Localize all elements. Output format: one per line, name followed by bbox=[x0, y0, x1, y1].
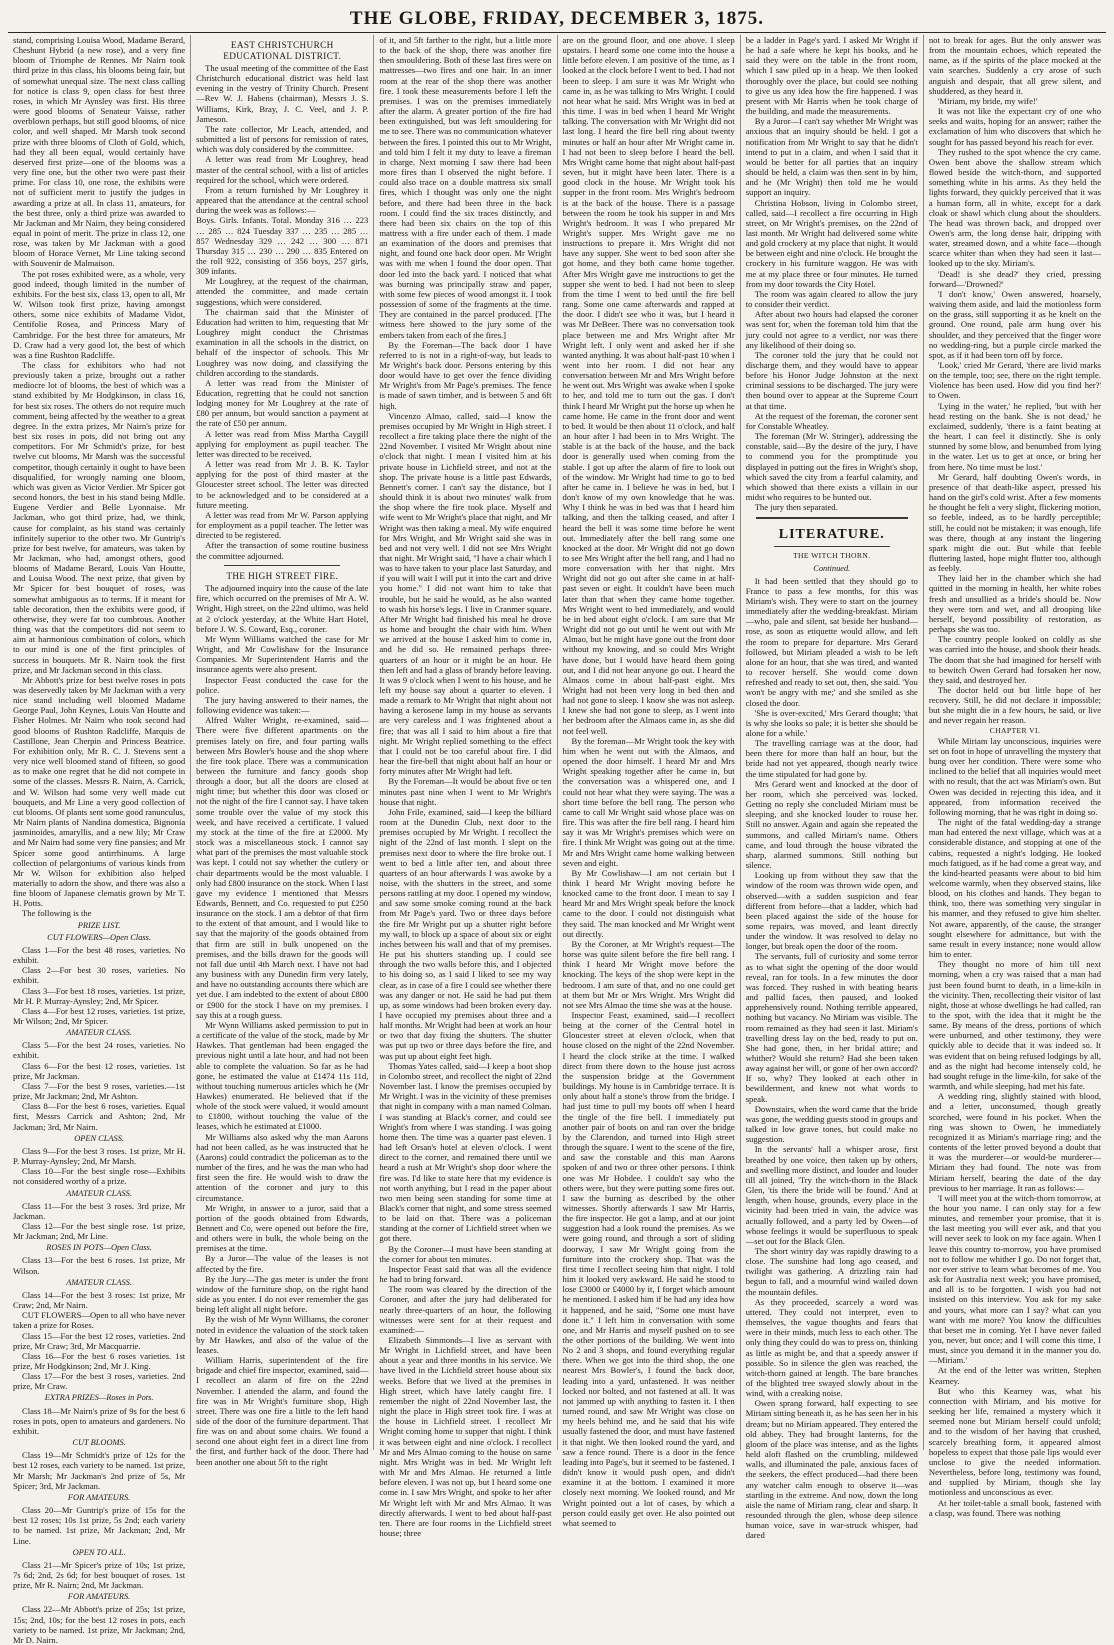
paragraph: Inspector Feast, examined, said—I recollect being at the corner of the Central hotel in Gloucester street at eleven o'clock, when that house closed on the night of the 22nd November. I heard the clock strike at the time. I walked direct from there down to the house just across the suspension bridge at the Government buildings. My house is in Cambridge terrace. It is only about half a stone's throw from the bridge. I had just time to pull my boots off when I heard the tingle of the fire bell. I immediately put another pair of boots on and ran over the bridge by the Clarendon, and turned into High street through the square. I went to the scene of the fire, and saw the constable and this man Aarons spoken of and two or three other persons. I think one was Mr Hobdee. I couldn't say who the others were, but they were putting some fires out. I saw the burning as described by the other witnesses. Shortly afterwards I saw Mr Harris, the fire inspector. He got a lamp, and at our joint suggestion had a look round the premises. As we were going round, and through a sort of sliding doorway, I saw Mr Wright going from the furniture into the crockery shop. That was the first time I recollect seeing him that night. I told him it looked very awkward. He said he stood to lose £3000 or £4000 by it, I forget which amount he mentioned. I asked him if he had any idea how it happened, and he said, "Some one must have done it." I left him in conversation with some one, and Mr Harris and myself pushed on to see the other portions of the building. We went into No 2 and 3 shops, and found everything regular there. When we got into the third shop, the one nearest Mrs Bowler's, I found the back door, leading into a yard, unfastened. It was neither locked nor bolted, and not fastened at all. It was not jammed up with anything to fasten it. I then turned round, and saw Mr Wright was close on my heels behind me, and he said that his wife usually fastened the door, and must have fastened it that night. We then looked round the yard, and saw a fence round. There is a door in the fence leading into Page's, but it seemed to be fastened. I didn't know it would push open, and didn't examine it at the bottom. I examined it more closely next morning. We looked round, and Mr Wright pointed out a lot of cases, by which a person could easily get over. He also pointed out what seemed to bbox=[562, 1010, 735, 1528]
subheading: AMATEUR CLASS. bbox=[66, 1188, 132, 1198]
paragraph: Looking up from without they saw that the window of the room was thrown wide open, and observed—with a sudden suspicion and fear different from before—that a ladder, which had been placed against the side of the house for some repairs, was moved, and leant directly under the window. It was resolved to delay no longer, but break open the door of the room. bbox=[745, 870, 918, 952]
subheading: ROSES IN POTS—Open Class. bbox=[46, 1243, 152, 1253]
paragraph: Class 9—For the best 3 roses. 1st prize, Mr H. P. Murray-Aynsley; 2nd, Mr Marsh. bbox=[13, 1145, 186, 1167]
paragraph: Class 13—For the best 6 roses. 1st prize, Mr Wilson. bbox=[13, 1255, 186, 1276]
paragraph: Class 22—Mr Abbott's prize of 25s; 1st prize, 15s; 2nd, 10s; for the best 12 roses in pots, each variety to be named. 1st prize, Mr Jackman; 2nd, Mr D. Nairn. bbox=[13, 1604, 186, 1645]
paragraph: The servants, full of curiosity and some terror as to what sight the opening of the door would reveal, ran for tools. In a few minutes the door was forced. They rushed in with beating hearts and pallid faces, then paused, and looked apprehensively round. Nothing terrible appeared, nothing but vacancy. No Miriam was visible. The room remained as they had seen it last. Miriam's travelling dress lay on the bed, ready to put on. She had gone, then, in her bridal attire; and whither? Would she return? Had she been taken away against her will, or gone of her own accord? If so, why? They looked at each other in bewilderment, and knew not what words to speak. bbox=[745, 951, 918, 1104]
paragraph: The short wintry day was rapidly drawing to a close. The sunshine had long ago ceased, and twilight was gathering. A drizzling rain had begun to fall, and a mournful wind wailed down the mountain defiles. bbox=[745, 1245, 918, 1297]
paragraph: By Mr Cowlishaw—I am not certain but I think I heard Mr Wright moving before he knocked came to the front door. I mean to say I heard Mr and Mrs Wright speak before the knock came to the door. I could not distinguish what they said. The man knocked and Mr Wright went out directly. bbox=[562, 867, 735, 939]
paragraph: The chairman said that the Minister of Education had written to him, requesting that Mr Loughrey might conduct the Christmas examination in all the schools in the district, on behalf of the inspector of schools. This Mr Loughrey was now doing, and classifying the children according to the standards. bbox=[196, 306, 369, 378]
text-column-2 bbox=[191, 35, 374, 1467]
column-container bbox=[8, 35, 1106, 1645]
text-column-5 bbox=[741, 35, 924, 1541]
paragraph: By the Coroner—I must have been standing at the corner for about ten minutes. bbox=[379, 1243, 552, 1264]
chapter-heading: THE WITCH THORN. bbox=[792, 551, 871, 561]
paragraph: The jury having answered to their names, the following evidence was taken:— bbox=[196, 694, 369, 716]
paragraph: They laid her in the chamber which she had quitted in the morning in health, her white robes fresh and unsullied as a bride's should be. Now they were torn and wet, and all drooping like herself, beyond possibility of restoration, as perhaps she was too. bbox=[928, 573, 1102, 635]
paragraph: By the Foreman—It would be about five or ten minutes past nine when I went to Mr Wright's house that night. bbox=[379, 776, 552, 807]
paragraph: The usual meeting of the committee of the East Christchurch educational district was held last evening in the vestry of Trinity Church. Present—Rev W. J. Habens (chairman), Messrs J. S. Williams, Kirk, Bray, J. C. Veel, and J. P. Jameson. bbox=[196, 63, 369, 124]
paragraph: The country people looked on coldly as she was carried into the house, and shook their heads. The doom that she had imagined for herself with to bewitch Owen Gerard had forsaken her now, they said, and destroyed her. bbox=[928, 634, 1102, 685]
paragraph: The travelling carriage was at the door, had been there for more than half an hour, but the bride had not yet appeared, though nearly twice the time stipulated for had gone by. bbox=[745, 738, 918, 779]
subheading: FOR AMATEURS. bbox=[67, 1492, 131, 1502]
text-column-1 bbox=[8, 35, 191, 1645]
paragraph: Class 18—Mr Nairn's prize of 9s for the best 6 roses in pots, open to amateurs and gardeners. No exhibit. bbox=[13, 1405, 186, 1436]
paragraph: Mr Wynn Williams asked permission to put in a certificate of the value of the stock, made by Mr Hawkes. That gentleman had been engaged the previous night until a late hour, and had not been able to complete the valuation. So far as he had gone, he estimated the value at £1474 11s 11d, without touching numerous articles which he (Mr Hawkes) enumerated. He believed that if the whole of the stock were valued, it would amount to £1800, without touching the value of the leases, which he estimated at £1000. bbox=[196, 1019, 369, 1132]
paragraph: But who this Kearney was, what his connection with Miriam, and his motive for seeking her life, remained a mystery which it seemed none but Miriam herself could unfold; and to the wisdom of her having that crushed, scarcely breathing form, it appeared almost hopeless to expect that those pale lips would ever unclose to give the needed information. Nevertheless, before long, testimony was found, and supplied by Miriam, though she lay motionless and unconscious as ever. bbox=[928, 1385, 1102, 1498]
paragraph: Class 7—For the best 9 roses, varieties.—1st prize, Mr Jackman; 2nd, Mr Ashton. bbox=[13, 1080, 186, 1102]
subheading: AMATEUR CLASS. bbox=[66, 1277, 132, 1287]
paragraph: William Harris, superintendent of the fire brigade and chief fire inspector, examined, said—I recollect an alarm of fire on the 22nd November. I attended the alarm, and found the fire was in Mr Wright's furniture shop, High street. There was one fire a little to the left hand side of the door of the furniture department. That fire was on and about some chairs. We found a second one about eight feet in a direct line from the first, and further back of the door. There had been another one about 5ft to the right bbox=[196, 1355, 369, 1467]
subheading: FOR AMATEURS. bbox=[67, 1592, 131, 1602]
paragraph: stand, comprising Louisa Wood, Madame Berard, Cheshunt Hybrid (a new rose), and a very fine bloom of Triomphe de Rennes. Mr Nairn took third prize in this class, his blooms being fair, but of somewhat unequal size. The next class calling for notice is class 9, open class for best three roses, in which Mr Aynsley was first. His three were good blooms of Senateur Vaisse, rather overblown perhaps, but still good blooms, of nice color, and well shaped. Mr Marsh took second prize with three blooms of Cloth of Gold, which, had they all been equal, would certainly have deserved first prize—one of the blooms was a very fine one, but the other two were past their prime. For class 10, one rose, the exhibits were not of sufficient merit to justify the judges in awarding a prize at all. In class 11, amateurs, for the best three, only a third prize was awarded to Mr Jackman and Mr Nairn, they being considered equal in point of merit. The prize in class 12, one rose, was taken by Mr Jackman with a good bloom of Horace Vernet, Mr Line taking second with Souvenir de Malmaison. bbox=[13, 35, 186, 269]
paragraph: The pot roses exhibited were, as a whole, very good indeed, though limited in the number of exhibits. For the best six, class 13, open to all, Mr W. Wilson took first prize, having amongst others, some nice exhibits of Madame Vidot, Centifolie Rosea, and Princess Mary of Cambridge. For the best three for amateurs, Mr D. Craw had a very good lot, the best of which was a fine Rushton Radcliffe. bbox=[13, 268, 186, 360]
paragraph: Elizabeth Simmonds—I live as servant with Mr Wright in Lichfield street, and have been about a year and three months in his service. We have lived in the Lichfield street house about six weeks. Before that we lived at the premises in High street, which have lately caught fire. I remember the night of 22nd November last, the night the place in High street took fire. I was at the house in Lichfield street. I recollect Mr Wright coming home to supper that night. I think it was between eight and nine o'clock. I recollect Mr and Mrs Almao coming to the house on same night. Mrs Wright was in bed. Mr Wright left with Mr and Mrs Almao. He returned a little before eleven. I was not up, but I heard some one come in. I saw Mrs Wright, and spoke to her after Mr Wright left with Mr and Mrs Almao. It was directly afterwards. I went to bed about half-past ten. There are four rooms in the Lichfield street house; three bbox=[379, 1335, 552, 1538]
article-heading: EAST CHRISTCHURCH EDUCATIONAL DISTRICT. bbox=[223, 40, 342, 61]
section-rule-double bbox=[756, 517, 908, 519]
paragraph: 'I will meet you at the witch-thorn tomorrow, at the hour you name. I can only stay for a few minutes, and remember your promise, that it is the last meeting you will ever ask, and that you will never seek to look on my face again. When I leave this country to-morrow, you have promised not to follow me whither I go. Do not forget that, nor ever strive to learn what becomes of me. You ask for Australia next week; you have promised, and all is to be forgotten. I wish you had not insisted on this interview. You ask for my sake and yours, what more can I say? what can you want with me more? You know the difficulties that beset me in coming. Yet I have never failed you, never, but once; and I will come this time, I must, since you demand it in the manner you do.—Miriam.' bbox=[928, 1192, 1102, 1366]
text-column-3 bbox=[374, 35, 557, 1538]
paragraph: The foreman (Mr W. Stringer), addressing the constable, said—By the desire of the jury, I have to commend you for the promptitude you displayed in putting out the fires in Wright's shop, which saved the city from a fearful calamity, and which showed that there exists a villain in our midst who requires to be hunted out. bbox=[745, 431, 918, 503]
paragraph: 'Dead! is she dead?' they cried, pressing forward—'Drowned?' bbox=[928, 268, 1102, 289]
paragraph: 'Miriam, my bride, my wife!' bbox=[937, 95, 1038, 106]
paragraph: The jury then separated. bbox=[754, 502, 838, 513]
text-column-6 bbox=[924, 35, 1106, 1518]
paragraph: It was not like the expectant cry of one who seeks and waits, hoping for an answer; rather the exclamation of him who discovers that which he sought for has passed beyond his reach for ever. bbox=[928, 106, 1102, 147]
paragraph: of it, and 5ft farther to the right, but a little more to the back of the shop, there was another fire then smouldering. Both of these last fires were on mattresses—two fires and one hair. In an inner room at the rear of the shop there was another fire. I took these measurements before I left the premises. I was on the premises immediately after the alarm. A greater portion of the fire had been extinguished, but was left smouldering for me to see. There was no communication whatever between the fires. I pointed this out to Mr Wright, and told him I felt it my duty to leave a fireman in charge. Next morning I saw there had been more fires than I observed the night before. I could also trace on a double mattress six small fires, which I thought was only one the night before, and there had been three in the back room. I could find the six traces distinctly, and there had been six chairs on the top of this mattress with a fire under each of them. I made an examination of the doors and premises that night, and found one back door open. Mr Wright was with me when I found the door open. That door led into the back yard. I noticed that what was burning was principally straw and paper, with some few pieces of wood amongst it. I took possession of some of the fragments at the time. They are contained in the parcel produced. [The witness here showed to the jury some of the embers taken from each of the fires.] bbox=[379, 35, 552, 340]
paragraph: Mrs Gerard went and knocked at the door of her room, which she perceived was locked. Getting no reply she concluded Miriam must be sleeping, and she knocked louder to rouse her. Still no answer. Again and again she repeated the summons, and called Miriam's name. Others came, and loud through the house vibrated the sharp, alarmed summons. Still nothing but silence. bbox=[745, 778, 918, 871]
paragraph: Mr Williams also asked why the man Aarons had not been called, as he was instructed that he (Aarons) could contradict the policeman as to the number of the fires, and he was the man who had first seen the fire. He would wish to draw the attention of the coroner and jury to this circumstance. bbox=[196, 1131, 369, 1203]
paragraph: Alfred Walter Wright, re-examined, said—There were five different apartments on the premises lately on fire, and four parting walls between Mrs Bowler's house and the shop where the fire took place. There was a communication between the furniture and fancy goods shop through a door, but all the doors are closed at night time; but whether this door was closed or not the night of the fire I cannot say. I have taken some trouble over the value of my stock this week, and have received a certificate. I valued my stock at the time of the fire at £2000. My stock was a miscellaneous stock. I cannot say what part of the premises the most valuable stock was kept. I could not say whether the cutlery or chair departments would be the most valuable. I only had £800 insurance on the stock. When I last gave my evidence I mentioned that Messrs Edwards, Bennett, and Co. requested to put £250 insurance on the stock. I am a debtor of that firm to the extent of that amount, and I would like to say that the majority of the goods obtained from that firm are still in bulk unopened on the premises, and the bills drawn for the goods will not fall due until 4th March next. I have not had any business with any Dunedin firm very lately, and have no outstanding accounts there which are yet due. I am indebted to the extent of about £800 or £900 for the stock I have on my premises. I say this at a rough guess. bbox=[196, 715, 369, 1020]
paragraph: After about two hours had elapsed the coroner was sent for, when the foreman told him that the jury could not agree to a verdict, nor was there any likelihood of their doing so. bbox=[745, 309, 918, 350]
paragraph: Class 21—Mr Spicer's prize of 10s; 1st prize, 7s 6d; 2nd, 2s 6d; for best bouquet of roses. 1st prize, Mr R. Nairn; 2nd, Mr Jackman. bbox=[13, 1559, 186, 1591]
paragraph: Class 16—For the best 6 roses varieties. 1st prize, Mr Hodgkinson; 2nd, Mr J. King. bbox=[13, 1350, 186, 1371]
subheading: AMATEUR CLASS. bbox=[66, 1028, 132, 1038]
paragraph: Class 8—For the best 6 roses, varieties. Equal first, Messrs Carrick and Ashton; 2nd, Mr Jackman; 3rd, Mr Nairn. bbox=[13, 1101, 186, 1132]
paragraph: In the servants' hall a whisper arose, first breathed by one voice, then taken up by others, and swelling more distinct, and louder and louder till all joined, 'Try the witch-thorn in the Black Glen, 'tis there the bride will be found.' And at length, when house, grounds, every place in the vicinity had been tried in vain, the advice was actually followed, and a party led by Owen—of whose feelings it would be superfluous to speak—set out for the Black Glen. bbox=[745, 1144, 918, 1246]
paragraph: The class for exhibitors who had not previously taken a prize, brought out a rather mediocre lot of blooms, the best of which was a stand exhibited by Mr Hodgkinson, in class 16, for best six roses. The others do not require much comment, being affected by the weather to a great degree. In the extra prizes, Mr Nairn's prize for best six roses in pots, did not bring out any competitors. For Mr Schmidt's prize, for best twelve cut blooms, Mr Marsh was the successful competitor, though certainly it ought to have been disqualified, for wrongly naming one bloom, which was given as Victor Verdier. Mr Spicer got second honors, the best in his stand being Mdlle. Eugene Verdier and Belle Lyonnaise. Mr Jackman, who got third prize, had, we think, cause for complaint, as his stand was certainly infinitely superior to the other two. Mr Guntrip's prize for best twelve, for amateurs, was taken by Mr Jackman, who had, amongst others, good blooms of Madame Berard, Louis Van Houtte, and Louisa Wood. The next prize, that given by Mr Spicer for best bouquet of roses, was somewhat ambiguous as to terms. If it meant for table decoration, then the exhibits were good, if otherwise, they were far too cumbrous. Another thing was that the competitors did not seem to aim at harmonious combination of colors, which to our mind is one of the first principles of success in bouquets. Mr R. Nairn took the first prize, and Mr Jackman second in this class. bbox=[13, 360, 186, 675]
paragraph: Downstairs, when the word came that the bride was gone, the wedding guests stood in groups and talked in low grave tones, but could make no suggestion. bbox=[745, 1103, 918, 1145]
paragraph: are on the ground floor, and one above. I sleep upstairs. I heard some one come into the house a little before eleven. I am positive of the time, as I looked at the clock before I went to bed. I had not been to sleep. I am sure it was Mr Wright who came in, as he was talking to Mrs Wright. I could not hear what he said. Mrs Wright was in bed at this time. I was in bed when I heard Mr Wright talking. The conversation with Mr Wright did not last long. I heard the fire bell ring about twenty minutes or half an hour after Mr Wright came in. I had not been to sleep before I heard the bell. Mrs Wright came home that night about half-past seven, but it might have been later. There is a good clock in the house. Mr Wright took his supper in the front room. Mrs Wright's bedroom is at the back of the house. There is a passage between the room he took his supper in and Mrs Wright's bedroom. It was I who prepared Mr Wright's supper. Mrs Wright gave me no instructions to prepare it. Mrs Wright did not have any supper. She went to bed soon after she got home, and they both came home together. After Mrs Wright gave me instructions to get the supper she went to bed. I had not been to sleep from the time I went to bed until the fire bell rang. Some one came afterwards and rapped at the door. I didn't see who it was, but I heard it was Mr DeBeer. There was no conversation took place between me and Mrs Wright after Mr Wright left. I only went and asked her if she wanted anything. It was about half-past 10 when I went into her room. I did not hear any conversation between Mr and Mrs Wright before he went out. Mrs Wright was awake when I spoke to her, and told me to turn out the gas. I don't think I heard Mr Wright put the horse up when he came home. He came in the front door and went to bed. It would be then about 11 o'clock, and half an hour after I had been in to Mrs Wright. The stable is at the back of the house, and the back door is generally used when coming from the stable. I got up after the alarm of fire to look out of the window. Mr Wright had time to go to bed after he came in. I believe he was in bed, but I don't know of my own knowledge that he was. Why I think he was in bed was that I heard him talking, and then the talking ceased, and after I heard the bell it was some time before he went out. Immediately after the bell rang some one knocked at the door. Mr Wright did not go down to see Mrs Wright after the bell rang, and I had no more conversation with her that night. Mrs Wright did not go out after she came in at half-past seven or eight. It couldn't have been much later than that when they came home together. Mrs Wright went to bed immediately, and would be in bed about eight o'clock. I am sure that Mr Wright did not go out until he went out with Mr Almao, but he might have gone out the front door without my knowing, and so could Mrs Wright have done, but I would have heard them going out, and I did not hear anyone go out. I heard the Almaos come in about half-past eight. Mrs Wright had not been very long in bed then and had not gone to sleep. I know she was not asleep. I knew she had not gone to sleep, as I went into her bedroom after the Almaos came in, as she did not feel well. bbox=[562, 35, 735, 736]
paragraph: The following is the bbox=[22, 908, 92, 919]
paragraph: The room was cleared by the direction of the Coroner, and after the jury had deliberated for nearly three-quarters of an hour, the following witnesses were sent for at their request and examined:— bbox=[379, 1284, 552, 1335]
paragraph: A letter was read from Mr Loughrey, head master of the central school, with a list of articles required for the school, which were ordered. bbox=[196, 154, 369, 185]
paragraph: By a Juror—I can't say whether Mr Wright was anxious that an inquiry should be held. I got a notification from Mr Wright to say that he didn't intend to put in a claim, and when I said that it would be better for all parties that an inquiry should be held, a claim was then sent in by him, and he (Mr Wright) then told me he would support an inquiry. bbox=[745, 116, 918, 198]
paragraph: Mr Gerard, half doubting Owen's words, in presence of that death-like aspect, pressed his hand on the girl's cold wrist. After a few moments he thought he felt a very slight, flickering motion, so feeble, indeed, as to be hardly perceptible; still, he could not be mistaken; it was enough, life was there, though at any instant the lingering spark might die out. But while that feeble fluttering lasted, hope might flutter too, although as feebly. bbox=[928, 471, 1102, 574]
paragraph: It had been settled that they should go to France to pass a few months, for this was Miriam's wish. They were to start on the journey immediately after the wedding-breakfast. Miriam—who, pale and silent, sat beside her husband—rose, as soon as etiquette would allow, and left the room to prepare for departure. Mrs Gerard followed, but Miriam pleaded a wish to be left alone for an hour, that she was tired, and wanted to recover herself. She would come down refreshed and ready to set out, then, she said. 'You won't be angry with me;' and she smiled as she closed the door. bbox=[745, 575, 918, 708]
page-masthead: THE GLOBE, FRIDAY, DECEMBER 3, 1875. bbox=[8, 6, 1106, 33]
paragraph: The rate collector, Mr Leach, attended, and submitted a list of persons for remission of rates, which was duly considered by the committee. bbox=[196, 123, 369, 155]
paragraph: By the Coroner, at Mr Wright's request—The horse was quite silent before the fire bell rang. I think I heard Mr Wright move before the knocking. The keys of the shop were kept in the bedroom. I am sure of that, and no one could get at them but Mr or Mrs Wright. Mrs Wright did not see Mrs Almao the time she was at the house. bbox=[562, 938, 735, 1010]
subheading: PRIZE LIST. bbox=[77, 920, 121, 930]
paragraph: Mr Abbott's prize for best twelve roses in pots was deservedly taken by Mr Jackman with a very nice stand including well bloomed Madame George Paul, John Keynes, Louis Van Houtte and Fisher Holmes. Mr Nairn who took second had good blooms of Rushton Radcliffe, Marquis de Castillone, Jean Cherpin and Princess Beatrice. For exhibition only, Mr R. C. J. Stevens sent a very nice well bloomed stand of fifteen, so good as to make one regret that he did not compete in some of the classes. Messrs R. Nairn, A. Carrick, and W. Wilson had some very well made cut bouquets, and Mr Line a very good collection of cut blooms. Of plants sent some good ranunculus, Mr Nairn plants of Nandina domestica, Bignonia jasminoides, amaryllis, and a new lily; Mr Craw and Mr Nairn had some very fine pansies; and Mr Spicer some good antirrhinums. A large collection of pelargoniums of various kinds from Mr W. Wilson for exhibition also helped materially to adorn the show, and there was also a fine bloom of Japanese clematis grown by Mr T. H. Potts. bbox=[13, 674, 186, 909]
paragraph: 'I don't know,' Owen answered, hoarsely, waiving them aside, and laid the motionless form on the grass, still supporting it as he knelt on the ground. One round, pale arm hung over his shoulder, and they perceived that the finger wore no wedding-ring, but a purple circle marked the spot, as if it had been torn off by force. bbox=[928, 288, 1102, 360]
paragraph: Class 19—Mr Schmidt's prize of 12s for the best 12 roses, each variety to be named. 1st prize, Mr Marsh; Mr Jackman's 2nd prize of 5s, Mr Spicer; 3rd, Mr Jackman. bbox=[13, 1450, 186, 1491]
paragraph: Class 6—For the best 12 roses, varieties. 1st prize, Mr Jackman. bbox=[13, 1060, 186, 1081]
paragraph: Christina Hobson, living in Colombo street, called, said—I recollect a fire occurring in High street, on Mr Wright's premises, on the 22nd of last month. Mr Wright had delivered some white and gold crockery at my place that night. It would be between eight and nine o'clock. He brought the crockery in his furniture waggon. He was with me at my place three or four minutes. He turned from my door towards the City Hotel. bbox=[745, 197, 918, 289]
paragraph: Mr Loughrey, at the request of the chairman, attended the committee, and made certain suggestions, which were considered. bbox=[196, 276, 369, 307]
section-heading: LITERATURE. bbox=[778, 527, 885, 543]
paragraph: Thomas Yates called, said—I keep a boot shop in Colombo street, and recollect the night of 22nd November last. I know the premises occupied by Mr Wright. I was in the vicinity of these premises that night in company with a man named Colman. I was standing at Black's corner, and could see Wright's from where I was standing. I was going home then. The time was a quarter past eleven. I had left Orsan's hotel at eleven o'clock. I went direct to the corner, and remained there until we heard a rush at Mr Wright's shop door where the fire was. I'd like to state here that my evidence is not worth anything, but I read in the paper about two men being seen standing for some time at Black's corner that night, and some stress seemed to be laid on that. There was a policeman standing at the corner of Lichfield street when we got there. bbox=[379, 1060, 552, 1244]
paragraph: By the Jury—The gas meter is under the front window of the furniture shop, on the right hand side as you enter. I do not ever remember the gas being left alight all night before. bbox=[196, 1273, 369, 1315]
paragraph: CUT FLOWERS—Open to all who have never taken a prize for Roses. bbox=[13, 1310, 186, 1331]
paragraph: Class 20—Mr Guntrip's prize of 15s for the best 12 roses; 10s 1st prize, 5s 2nd; each variety to be named. 1st prize, Mr Jackman; 2nd, Mr Line. bbox=[13, 1505, 186, 1546]
paragraph: Class 1—For the best 48 roses, varieties. No exhibit. bbox=[13, 944, 186, 966]
paragraph: Class 12—For the best single rose. 1st prize, Mr Jackman; 2nd, Mr Line. bbox=[13, 1220, 186, 1242]
paragraph: The adjourned inquiry into the cause of the late fire, which occurred on the premises of Mr A. W. Wright, High street, on the 22nd ultimo, was held at 2 o'clock yesterday, at the White Hart Hotel, before J. W. S. Coward, Esq., coroner. bbox=[196, 583, 369, 634]
subheading: CUT BLOOMS. bbox=[72, 1438, 126, 1448]
paragraph: A wedding ring, slightly stained with blood, and a letter, unconsumed, though greatly scorched, were found in his pocket. When the ring was shown to Owen, he immediately recognized it as Miriam's marriage ring; and the contents of the letter proved beyond a doubt that it was the murderer—or would-be murderer—Miriam they had found. The note was from Miriam herself, bearing the date of the day previous to her marriage. It ran as follows:— bbox=[928, 1091, 1102, 1193]
paragraph: At the end of the letter was written, Stephen Kearney. bbox=[928, 1365, 1102, 1386]
paragraph: Class 11—For the best 3 roses. 3rd prize, Mr Jackman. bbox=[13, 1200, 186, 1221]
paragraph: A letter was read from Mr J. B. K. Taylor applying for the post of third master at the Gloucester street school. The letter was directed to be acknowledged and to be considered at a future meeting. bbox=[196, 459, 369, 510]
paragraph: 'Look,' cried Mr Gerard, 'there are livid marks on the temple, too; see, there on the right temple. Violence has been used. How did you find her?' to Owen. bbox=[928, 360, 1102, 401]
paragraph: Class 10—For the best single rose—Exhibits not considered worthy of a prize. bbox=[13, 1166, 186, 1187]
section-rule bbox=[774, 546, 890, 547]
paragraph: At the request of the foreman, the coroner sent for Constable Wheatley. bbox=[745, 410, 918, 431]
paragraph: By the Foreman—The back door I have referred to is not in a right-of-way, but leads to Mr Wright's back door. Persons entering by this door would have to get over the fence dividing Mr Wright's from Mr Page's premises. The fence is made of sawn timber, and is between 5 and 6ft high. bbox=[379, 339, 552, 411]
paragraph: not to break for ages. But the only answer was from the mountain echoes, which repeated the name, as if the spirits of the place mocked at the vain searches. Suddenly a cry arose of such anguish and despair, that all grew silent, and shuddered, as they heard it. bbox=[928, 35, 1102, 96]
paragraph: Inspector Feast conducted the case for the police. bbox=[196, 674, 369, 695]
paragraph: The room was again cleared to allow the jury to consider their verdict. bbox=[745, 288, 918, 310]
paragraph: Class 17—For the best 3 roses, varieties. 2nd prize, Mr Craw. bbox=[13, 1371, 186, 1392]
paragraph: While Miriam lay unconscious, inquiries were set on foot in hope of unravelling the mystery that hung over her condition. There were some who inclined to the belief that all inquiries would meet with no result, that the act was Miriam's own. But Owen was decided in rejecting this idea, and it appeared, from information received the following morning, that he was right in doing so. bbox=[928, 735, 1102, 817]
paragraph: A letter was read from Miss Martha Caygill applying for employment as pupil teacher. The letter was directed to be received. bbox=[196, 428, 369, 459]
paragraph: Vincenzo Almao, called, said—I know the premises occupied by Mr Wright in High street. I recollect a fire taking place there the night of the 22nd November. I visited Mr Wright about nine o'clock that night. I mean I visited him at his private house in Lichfield street, and not at the shop. The private house is a little past Edwards, Bennett's corner. I can't say the distance, but I should think it is about two minutes' walk from the shop where the fire took place. Myself and wife went to Mr Wright's place that night, and Mr Wright was then taking a meal. My wife enquired for Mrs Wright, and Mr Wright said she was in bed and not very well. I did not see Mrs Wright that night. Mr Wright said, "I have a chair which I was to have taken to your place last Saturday, and if you will wait I will put it into the cart and drive you home." I did not want him to take that trouble, but he said he would, as he also wanted to wash his horse's legs. I live in Cranmer square. After Mr Wright had finished his meal he drove us home and brought the chair with him. When we arrived at the house I asked him to come in, and he did so. He remained perhaps three-quarters of an hour or it might be an hour. He then left and had a glass of brandy before leaving. It was 9 o'clock when I went to his house, and he left my house say about a quarter to eleven. I made a remark to Mr Wright that night about not having a kerosene lamp in my house as servants are very careless and I was frightened about a fire; that was all I said to him about a fire that night. Mr Wright replied something to the effect that I could not be too careful about fire. I did hear the fire-bell that night about half an hour or forty minutes after Mr Wright had left. bbox=[379, 410, 552, 777]
subheading: Continued. bbox=[813, 563, 851, 573]
paragraph: Class 15—For the best 12 roses, varieties. 2nd prize, Mr Craw; 3rd, Mr Macquarrie. bbox=[13, 1330, 186, 1351]
article-heading: THE HIGH STREET FIRE. bbox=[226, 570, 339, 581]
paragraph: The night of the fatal wedding-day a strange man had entered the next village, which was at a considerable distance, and stopping at one of the cabins, requested a night's lodging. He looked much fatigued, as if he had come a great way, and the kind-hearted peasants were about to bid him welcome warmly, when they observed stains, like blood, on his clothes and hands. They began to think, too, there was something very singular in his manner, and they refused to give him shelter. Not aware, apparently, of the cause, the stranger sought elsewhere for admittance, but with the same result in every instance; none would allow him to enter. bbox=[928, 817, 1102, 960]
paragraph: be a ladder in Page's yard. I asked Mr Wright if he had a safe where he kept his books, and he said they were on the table in the front room, which I saw piled up in a heap. We then looked thoroughly over the place, but could see nothing to give us any idea how the fire happened. I was present with Mr Harris when he took charge of the building, and made the measurements. bbox=[745, 35, 918, 117]
paragraph: By the foreman—Mr Wright took the key with him when he went out with the Almaos, and opened the door himself. I heard Mr and Mrs Wright speaking together after he came in, but the conversation was a whispered one, and I could not hear what they were saying. The was a short time before the bell rang. The person who came to call Mr Wright said whose place was on fire. This was after the fire bell rang. I heard him say it was Mr Wright's premises which were on fire. I think Mr Wright was going out at the time. Mr and Mrs Wright came home walking between seven and eight. bbox=[562, 735, 735, 868]
paragraph: They rushed to the spot whence the cry came. Owen bent above the shallow stream which flowed beside the witch-thorn, and supported something white in his arms. As they held the lights forward, they quickly perceived that it was a human form, all in white, except for a dark cloak or shawl which clung about the shoulders. The head was thrown back, and dropped over Owen's arm, the long dense hair, dripping with water, streamed down, and a white face—though scarce whiter than when they had seen it last—looked up to the sky. Miriam's. bbox=[928, 146, 1102, 269]
paragraph: A letter was read from the Minister of Education, regretting that he could not sanction lodging money for Mr Loughrey at the rate of £80 per annum, but would sanction a payment at the rate of £50 per annum. bbox=[196, 377, 369, 429]
paragraph: Class 2—For best 30 roses, varieties. No exhibit. bbox=[13, 965, 186, 986]
paragraph: After the transaction of some routine business the committee adjourned. bbox=[196, 540, 369, 561]
paragraph: By the wish of Mr Wynn Williams, the coroner noted in evidence the valuation of the stock taken by Mr Hawkes, and also of the value of the leases. bbox=[196, 1314, 369, 1355]
chapter-heading: CHAPTER VI. bbox=[989, 725, 1041, 735]
paragraph: 'She is over-excited,' Mrs Gerard thought; 'that is why she looks so pale; it is better she should be alone for a while.' bbox=[745, 707, 918, 738]
paragraph: They thought no more of him till next morning, when a cry was raised that a man had just been found burnt to death, in a lime-kiln in the vicinity. Then, recollecting their visitor of last night, those at whose dwellings he had called, ran to the spot, with the idea that it might be the same. By means of the dress, portions of which were unburned, and other testimony, they were quickly able to decide that it was indeed so. It was evident that on being refused lodgings by all, and as the night had become intensely cold, he had sought refuge in the lime-kiln, for sake of the warmth, and while sleeping, had met his fate. bbox=[928, 959, 1102, 1092]
subheading: EXTRA PRIZES—Roses in Pots. bbox=[44, 1393, 154, 1403]
paragraph: Mr Wright, in answer to a juror, said that a portion of the goods obtained from Edwards, Bennett and Co, were opened out before the fire, and others were in bulk, the whole being on the premises at the time. bbox=[196, 1202, 369, 1254]
paragraph: Boys. Girls. Infants. Total. Monday 316 … 223 … 285 … 824 Tuesday 337 … 235 … 285 … 857 Wednesday 329 … 242 … 300 … 871 Thursday 315 … 230 … 290 … 835 Entered on the roll 922, consisting of 356 boys, 257 girls, 309 infants. bbox=[196, 215, 369, 277]
paragraph: Mr Wynn Williams watched the case for Mr Wright, and Mr Cowlishaw for the Insurance Companies. Mr Superintendent Harris and the insurance agents were also present. bbox=[196, 633, 369, 675]
subheading: OPEN CLASS. bbox=[74, 1133, 124, 1143]
paragraph: Class 14—For the best 3 roses: 1st prize, Mr Craw; 2nd, Mr Nairn. bbox=[13, 1289, 186, 1311]
paragraph: The doctor held out but little hope of her recovery. Still, he did not declare it impossible; but she might die in a few hours, he said, or live and never regain her reason. bbox=[928, 685, 1102, 726]
paragraph: 'Lying in the water,' he replied, 'but with her head resting on the bank. She is not dead,' he exclaimed, suddenly, 'there is a faint beating at the heart. I can feel it distinctly. She is only stunned by some blow, and benumbed from lying in the water. Let us to get at once, or bring her from here. No time must be lost.' bbox=[928, 400, 1102, 472]
paragraph: Class 4—For best 12 roses, varieties. 1st prize, Mr Wilson; 2nd, Mr Spicer. bbox=[13, 1005, 186, 1026]
paragraph: A letter was read from Mr W. Parson applying for employment as a pupil teacher. The letter was directed to be registered. bbox=[196, 509, 369, 541]
paragraph: Inspector Feast said that was all the evidence he had to bring forward. bbox=[379, 1263, 552, 1285]
paragraph: John Frile, examined, said—I keep the billiard room at the Dunedin Club, next door to the premises occupied by Mr Wright. I recollect the night of the 22nd of last month. I slept on the premises next door to where the fire broke out. I went to bed a little after ten, and about three quarters of an hour afterwards I was awoke by a noise, with the shutters in the street, and some persons rattling at my door. I opened my window, and saw some smoke coming round at the back from Mr Page's yard. Two or three days before the fire Mr Wright put up a shutter right before my wall, to block up a space of about six or eight inches between his wall and that of my premises. He put his shutters standing up. I could see through the two walls before this, and I objected to his doing so, as I said I liked to see my way clear, as in case of a fire I could see whether there was any danger or not. He said he had put them up, as some windows had been broken every day. I have occupied my premises about three and a half months. Mr Wright had been at work an hour or two that day fixing the shutters. The shutter was put up two or three days before the fire, and was put up about eight feet high. bbox=[379, 806, 552, 1061]
text-column-4 bbox=[558, 35, 741, 1528]
paragraph: By a Juror—The value of the leases is not affected by the fire. bbox=[196, 1253, 369, 1274]
paragraph: The coroner told the jury that he could not discharge them, and they would have to appear before his Honor Judge Johnston at the next criminal sessions to be discharged. The jury were then bound over to appear at the Supreme Court at that time. bbox=[745, 349, 918, 411]
subheading: OPEN TO ALL. bbox=[72, 1547, 126, 1557]
paragraph: Class 3—For best 18 roses, varieties. 1st prize, Mr H. P. Murray-Aynsley; 2nd, Mr Spicer. bbox=[13, 985, 186, 1006]
section-rule bbox=[224, 565, 340, 566]
subheading: CUT FLOWERS—Open Class. bbox=[47, 932, 152, 942]
paragraph: Class 5—For the best 24 roses, varieties. No exhibit. bbox=[13, 1040, 186, 1061]
paragraph: From a return furnished by Mr Loughrey it appeared that the attendance at the central school during the week was as follows:— bbox=[196, 184, 369, 216]
paragraph: At her toilet-table a small book, fastened with a clasp, was found. There was nothing bbox=[928, 1497, 1102, 1518]
paragraph: Owen sprang forward, half expecting to see Miriam sitting beneath it, as he has seen her in his dream; but no Miriam appeared. They entered the old abbey. They had brought lanterns, for the gloom of the place was intense, and as the lights held aloft flashed on the crumbling, mildewed walls, and illuminated the pale, anxious faces of the seekers, the effect produced—had there been any watcher calm enough to observe it—was startling in the extreme. And now, down the long aisle the name of Miriam rang, clear and sharp. It resounded through the glen, whose deep silence human voice, save in war-struck whisper, had dared bbox=[745, 1398, 918, 1541]
paragraph: As they proceeded, scarcely a word was uttered. They could not interpret, even to themselves, the vague thoughts and fears that were in their minds, much less to each other. The only thing they could do was to press on, thinking as little as might be, and that a speedy answer if possible. So in silence the glen was reached, the witch-thorn gained at length. The bare branches of the blighted tree swayed slowly about in the wind, with a creaking noise. bbox=[745, 1296, 918, 1399]
